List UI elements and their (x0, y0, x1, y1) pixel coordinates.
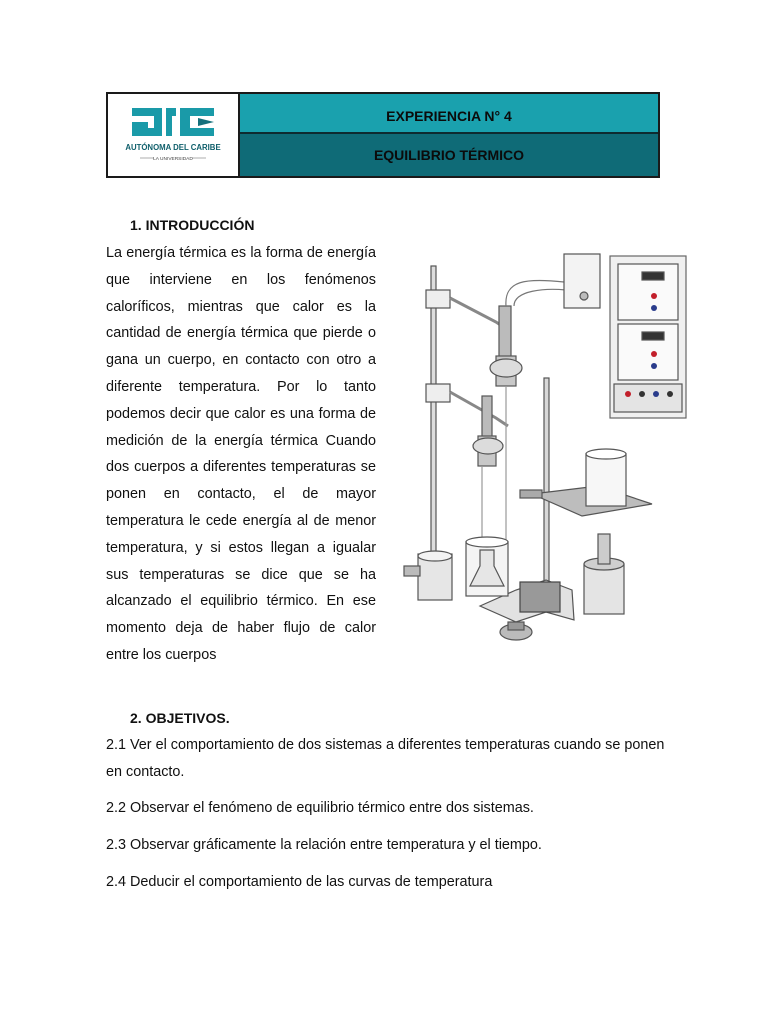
document-header (106, 92, 660, 178)
lab-apparatus-illustration (396, 250, 688, 650)
experiment-title: EQUILIBRIO TÉRMICO (240, 134, 658, 176)
introduction-paragraph: La energía térmica es la forma de energía que interviene en los fenómenos caloríficos, mientras que calor es la cantidad de energía térmica que pierde o gana un cuerpo, en contacto con otro a diferente temperatura. Por lo tanto podemos decir que calor es una forma de medición de la energía térmica Cuando dos cuerpos a diferentes temperaturas se ponen en contacto, el de mayor temperatura le cede energía al de menor temperatura, y si estos llegan a igualar sus temperaturas se dice que se ha alcanzado el equilibrio térmico. En ese momento deja de haber flujo de calor entre los cuerpos (106, 245, 376, 663)
introduction-heading: 1. INTRODUCCIÓN (130, 217, 255, 233)
experiment-number: EXPERIENCIA N° 4 (240, 94, 658, 134)
objective-item-4: 2.4 Deducir el comportamiento de las curvas de temperatura (106, 874, 493, 890)
logo-brand-text: AUTÓNOMA DEL CARIBE (125, 143, 221, 152)
uac-logo-icon (114, 98, 232, 172)
objective-item-2: 2.2 Observar el fenómeno de equilibrio térmico entre dos sistemas. (106, 800, 534, 816)
logo-tagline-text: LA UNIVERSIDAD (153, 157, 193, 162)
objective-item-3: 2.3 Observar gráficamente la relación entre temperatura y el tiempo. (106, 837, 542, 853)
thermal-equilibrium-apparatus-figure (396, 250, 688, 650)
objectives-heading: 2. OBJETIVOS. (130, 710, 230, 726)
objective-item-1: 2.1 Ver el comportamiento de dos sistemas a diferentes temperaturas cuando se ponen en contacto. (106, 737, 665, 780)
header-titles (240, 94, 658, 176)
university-logo (108, 94, 240, 176)
